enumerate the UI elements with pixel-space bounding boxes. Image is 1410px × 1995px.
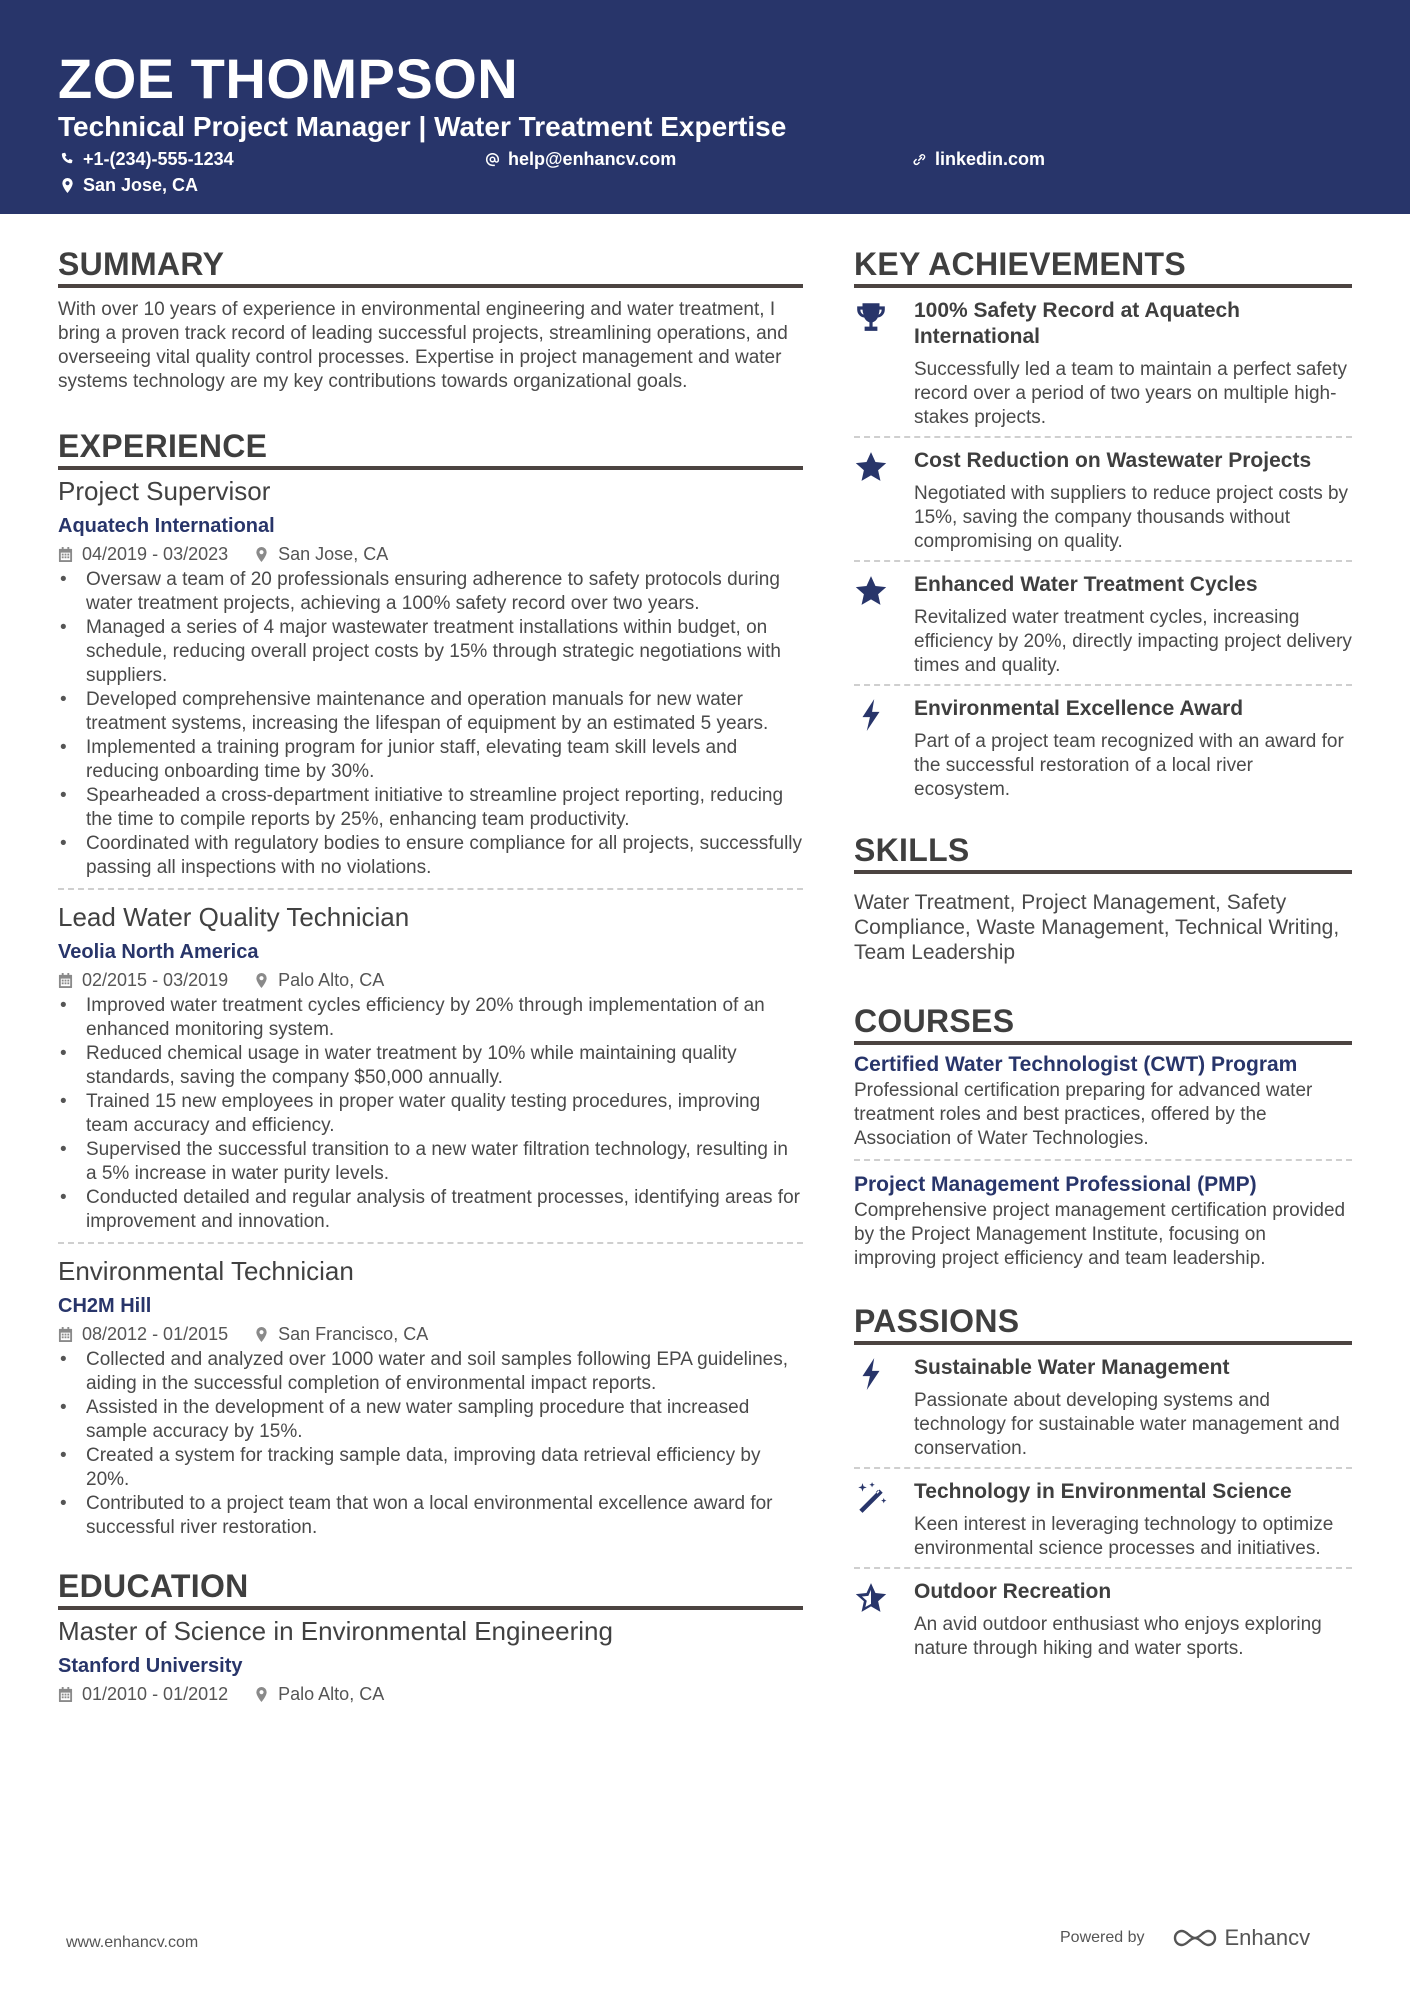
achievement-title: 100% Safety Record at Aquatech International [914,299,1241,348]
education-dates-text: 01/2010 - 01/2012 [82,1684,229,1704]
left-column [58,244,803,1706]
calendar-icon [58,973,73,988]
education-location-text: Palo Alto, CA [278,1684,385,1704]
course-item [854,1051,1352,1161]
courses-section [854,1001,1352,1279]
lightning-icon [854,1357,888,1391]
location-pin-icon [254,1327,269,1342]
passion-desc: Keen interest in leveraging technology to optimize environmental science processes and initiatives. [914,1514,1334,1559]
powered-by-label: Powered by [1060,1929,1145,1946]
school-name: Stanford University [58,1655,243,1677]
passion-desc: An avid outdoor enthusiast who enjoys exploring nature through hiking and water sports. [914,1614,1322,1659]
star-icon [854,450,888,484]
achievements-heading: KEY ACHIEVEMENTS [854,244,1352,288]
calendar-icon [58,547,73,562]
calendar-icon [58,1687,73,1702]
summary-section [58,244,803,394]
summary-heading: SUMMARY [58,244,803,288]
summary-text: With over 10 years of experience in environmental engineering and water treatment, I bring a proven track record of leading successful projects, streamlining operations, and overseeing vital quality control processes. Expertise in project management and water systems technology are my key contributions towards organizational goals. [58,299,788,392]
passion-item [854,1355,1352,1469]
company-name: CH2M Hill [58,1295,152,1317]
skills-section [854,830,1352,965]
job-meta [58,542,803,566]
job-meta [58,1322,803,1346]
education-location [254,1682,384,1706]
bullet-item: • Developed comprehensive maintenance and operation manuals for new water treatment systems, increasing the lifespan of equipment by an estimated 5 years. [58,688,803,736]
degree-title: Master of Science in Environmental Engineering [58,1616,613,1646]
bullet-item: • Oversaw a team of 20 professionals ensuring adherence to safety protocols during water treatment projects, achieving a 100% safety record over two years. [58,568,803,616]
bullet-item: • Conducted detailed and regular analysis of treatment processes, identifying areas for improvement and innovation. [58,1186,803,1234]
location-pin-icon [254,1687,269,1702]
brand-name: Enhancv [1224,1925,1311,1950]
job-dates-text: 08/2012 - 01/2015 [82,1324,229,1344]
passion-title: Outdoor Recreation [914,1580,1112,1603]
company-name: Veolia North America [58,941,259,963]
linkedin-text: linkedin.com [935,149,1046,169]
star-outline-icon [854,1581,888,1615]
achievements-section [854,244,1352,808]
job-location [254,1322,428,1346]
achievement-desc: Successfully led a team to maintain a perfect safety record over a period of two years on multiple high-stakes projects. [914,359,1347,428]
at-sign-icon [485,152,500,167]
footer-branding [1060,1925,1310,1951]
passions-section [854,1301,1352,1667]
right-column [854,244,1352,1677]
achievement-title: Enhanced Water Treatment Cycles [914,573,1258,596]
job-location-text: Palo Alto, CA [278,970,385,990]
job-entry [58,1254,803,1548]
job-dates [58,968,228,992]
bullet-item: • Collected and analyzed over 1000 water and soil samples following EPA guidelines, aiding in the successful completion of environmental impact reports. [58,1348,803,1396]
passion-desc: Passionate about developing systems and technology for sustainable water management and conservation. [914,1390,1340,1459]
job-title: Project Supervisor [58,476,271,506]
bullet-item: • Supervised the successful transition to a new water filtration technology, resulting in a 5% increase in water purity levels. [58,1138,803,1186]
achievement-item [854,572,1352,686]
course-title: Project Management Professional (PMP) [854,1173,1257,1196]
education-heading: EDUCATION [58,1566,803,1610]
course-desc: Comprehensive project management certification provided by the Project Management Institute, focusing on improving project efficiency and team leadership. [854,1200,1346,1269]
achievement-item [854,298,1352,438]
skills-heading: SKILLS [854,830,1352,874]
course-item [854,1171,1352,1279]
job-bullets [58,568,803,880]
link-icon [912,152,927,167]
job-title: Environmental Technician [58,1256,354,1286]
calendar-icon [58,1327,73,1342]
job-entry [58,900,803,1244]
candidate-name: ZOE THOMPSON [58,47,519,110]
bullet-item: • Improved water treatment cycles efficiency by 20% through implementation of an enhanced monitoring system. [58,994,803,1042]
email-text: help@enhancv.com [508,149,677,169]
job-dates [58,542,228,566]
achievement-title: Environmental Excellence Award [914,697,1244,720]
contact-linkedin[interactable] [912,148,1045,170]
location-pin-icon [254,973,269,988]
passion-item [854,1579,1352,1667]
passion-title: Technology in Environmental Science [914,1480,1292,1503]
job-meta [58,968,803,992]
achievement-desc: Negotiated with suppliers to reduce project costs by 15%, saving the company thousands without compromising on quality. [914,483,1349,552]
location-pin-icon [60,178,75,193]
job-dates [58,1322,228,1346]
bullet-item: • Assisted in the development of a new water sampling procedure that increased sample accuracy by 15%. [58,1396,803,1444]
contact-location [60,174,198,196]
location-text: San Jose, CA [83,175,199,195]
contact-email[interactable] [485,148,676,170]
bullet-item: • Created a system for tracking sample data, improving data retrieval efficiency by 20%. [58,1444,803,1492]
footer-website[interactable]: www.enhancv.com [66,1934,199,1951]
passions-heading: PASSIONS [854,1301,1352,1345]
bullet-item: • Trained 15 new employees in proper water quality testing procedures, improving team accuracy and efficiency. [58,1090,803,1138]
candidate-headline: Technical Project Manager | Water Treatment Expertise [58,111,787,142]
job-dates-text: 04/2019 - 03/2023 [82,544,229,564]
job-entry [58,474,803,890]
job-dates-text: 02/2015 - 03/2019 [82,970,229,990]
experience-section [58,426,803,1548]
course-desc: Professional certification preparing for advanced water treatment roles and best practices, offered by the Association of Water Technologies. [854,1080,1313,1149]
education-section [58,1566,803,1706]
location-pin-icon [254,547,269,562]
enhancv-logo-icon [1171,1926,1219,1950]
bullet-item: • Coordinated with regulatory bodies to ensure compliance for all projects, successfully passing all inspections with no violations. [58,832,803,880]
contact-phone [60,148,234,170]
education-dates [58,1682,228,1706]
job-location-text: San Francisco, CA [278,1324,429,1344]
courses-heading: COURSES [854,1001,1352,1045]
company-name: Aquatech International [58,515,275,537]
bullet-item: • Managed a series of 4 major wastewater treatment installations within budget, on schedule, reducing overall project costs by 15% through strategic negotiations with suppliers. [58,616,803,688]
phone-icon [60,152,75,167]
bullet-item: • Contributed to a project team that won a local environmental excellence award for successful river restoration. [58,1492,803,1540]
experience-heading: EXPERIENCE [58,426,803,470]
magic-wand-icon [854,1481,888,1515]
job-location [254,968,384,992]
job-title: Lead Water Quality Technician [58,902,410,932]
bullet-item: • Spearheaded a cross-department initiative to streamline project reporting, reducing the time to compile reports by 25%, enhancing team productivity. [58,784,803,832]
achievement-item [854,448,1352,562]
job-location-text: San Jose, CA [278,544,389,564]
job-location [254,542,388,566]
bullet-item: • Implemented a training program for junior staff, elevating team skill levels and reducing onboarding time by 30%. [58,736,803,784]
skills-list: Water Treatment, Project Management, Safety Compliance, Waste Management, Technical Writing, Team Leadership [854,891,1340,964]
job-bullets [58,1348,803,1540]
job-bullets [58,994,803,1234]
achievement-title: Cost Reduction on Wastewater Projects [914,449,1312,472]
achievement-desc: Revitalized water treatment cycles, increasing efficiency by 20%, directly impacting project delivery times and quality. [914,607,1352,676]
brand-logo[interactable] [1171,1925,1311,1951]
passion-item [854,1479,1352,1569]
course-title: Certified Water Technologist (CWT) Program [854,1053,1298,1076]
trophy-icon [854,300,888,334]
achievement-item [854,696,1352,808]
star-icon [854,574,888,608]
bullet-item: • Reduced chemical usage in water treatment by 10% while maintaining quality standards, saving the company $50,000 annually. [58,1042,803,1090]
passion-title: Sustainable Water Management [914,1356,1230,1379]
education-meta [58,1682,803,1706]
achievement-desc: Part of a project team recognized with an award for the successful restoration of a local river ecosystem. [914,731,1344,800]
resume-header [0,0,1410,214]
phone-text: +1-(234)-555-1234 [83,149,234,169]
lightning-icon [854,698,888,732]
